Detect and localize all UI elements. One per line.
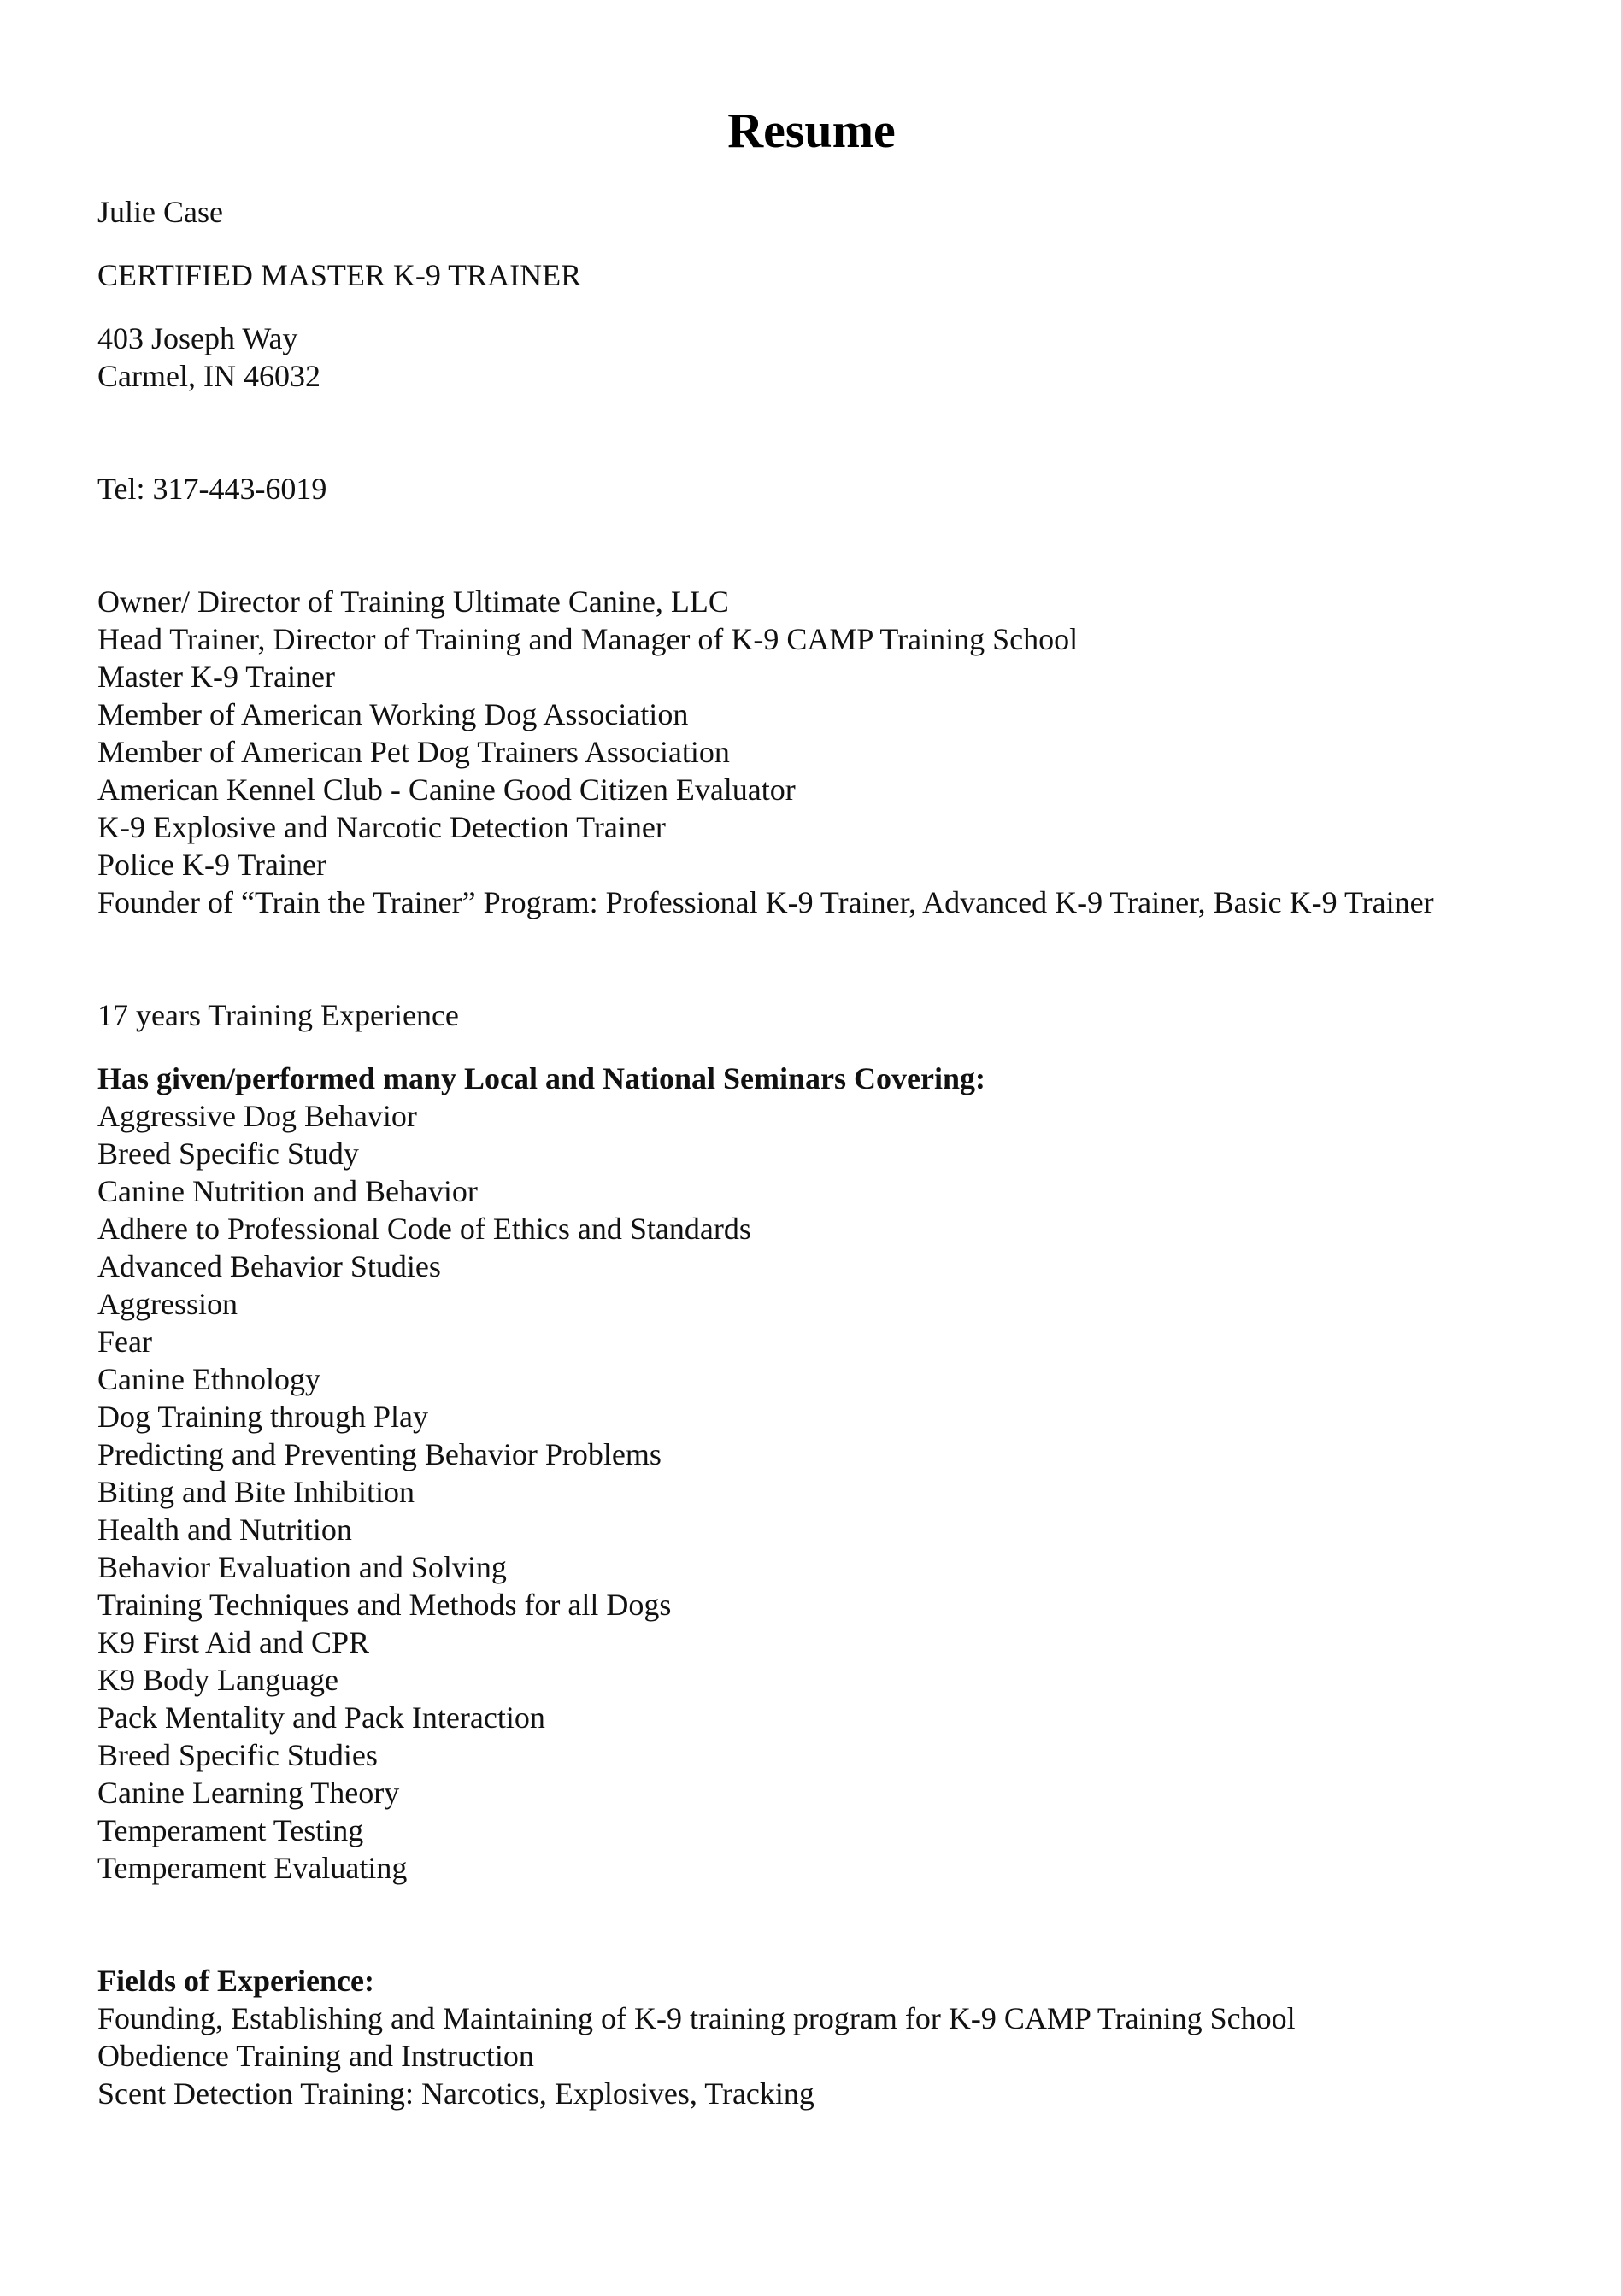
- seminar-item: Canine Ethnology: [97, 1362, 320, 1396]
- contact-name: Julie Case: [97, 195, 223, 229]
- contact-address-line2: Carmel, IN 46032: [97, 359, 320, 393]
- field-item: Scent Detection Training: Narcotics, Explosives, Tracking: [97, 2076, 814, 2111]
- field-item: Founding, Establishing and Maintaining of K-9 training program for K-9 CAMP Training School: [97, 2001, 1296, 2035]
- role-item: Member of American Working Dog Association: [97, 697, 689, 731]
- seminar-item: Canine Nutrition and Behavior: [97, 1174, 478, 1208]
- seminars-section: [97, 1060, 1499, 1887]
- contact-phone: Tel: 317-443-6019: [97, 472, 327, 506]
- seminar-item: K9 First Aid and CPR: [97, 1625, 370, 1659]
- seminar-item: Pack Mentality and Pack Interaction: [97, 1700, 545, 1735]
- fields-heading: Fields of Experience:: [97, 1964, 374, 1998]
- seminars-heading: Has given/performed many Local and National Seminars Covering:: [97, 1061, 985, 1095]
- seminar-item: Behavior Evaluation and Solving: [97, 1550, 507, 1584]
- seminar-item: K9 Body Language: [97, 1663, 338, 1697]
- seminar-item: Canine Learning Theory: [97, 1776, 400, 1810]
- role-item: Master K-9 Trainer: [97, 660, 335, 694]
- role-item: Head Trainer, Director of Training and Manager of K-9 CAMP Training School: [97, 622, 1079, 656]
- role-item: Member of American Pet Dog Trainers Association: [97, 735, 730, 769]
- role-item: American Kennel Club - Canine Good Citizen Evaluator: [97, 772, 796, 807]
- contact-credential: CERTIFIED MASTER K-9 TRAINER: [97, 258, 582, 292]
- seminar-item: Temperament Testing: [97, 1813, 364, 1847]
- contact-block: [97, 193, 1499, 508]
- seminar-item: Aggression: [97, 1287, 238, 1321]
- seminar-item: Biting and Bite Inhibition: [97, 1475, 415, 1509]
- seminar-item: Training Techniques and Methods for all Dogs: [97, 1588, 672, 1622]
- roles-list: [97, 583, 1499, 921]
- role-item: Police K-9 Trainer: [97, 848, 326, 882]
- role-item: Founder of “Train the Trainer” Program: Professional K-9 Trainer, Advanced K-9 Trainer, Basic K-9 Trainer: [97, 885, 1434, 919]
- role-item: K-9 Explosive and Narcotic Detection Trainer: [97, 810, 666, 844]
- seminar-item: Dog Training through Play: [97, 1400, 429, 1434]
- experience-years: 17 years Training Experience: [97, 998, 459, 1032]
- seminar-item: Temperament Evaluating: [97, 1851, 408, 1885]
- role-item: Owner/ Director of Training Ultimate Canine, LLC: [97, 584, 729, 619]
- contact-address-line1: 403 Joseph Way: [97, 321, 298, 355]
- seminar-item: Predicting and Preventing Behavior Problems: [97, 1437, 662, 1471]
- seminar-item: Breed Specific Studies: [97, 1738, 378, 1772]
- resume-body: [97, 193, 1499, 2112]
- page-title: Resume: [727, 103, 896, 158]
- seminar-item: Health and Nutrition: [97, 1512, 352, 1547]
- seminar-item: Fear: [97, 1324, 152, 1359]
- seminar-item: Adhere to Professional Code of Ethics and Standards: [97, 1212, 751, 1246]
- seminar-item: Breed Specific Study: [97, 1136, 359, 1171]
- seminar-item: Aggressive Dog Behavior: [97, 1099, 417, 1133]
- field-item: Obedience Training and Instruction: [97, 2039, 534, 2073]
- seminar-item: Advanced Behavior Studies: [97, 1249, 441, 1283]
- fields-section: [97, 1962, 1499, 2112]
